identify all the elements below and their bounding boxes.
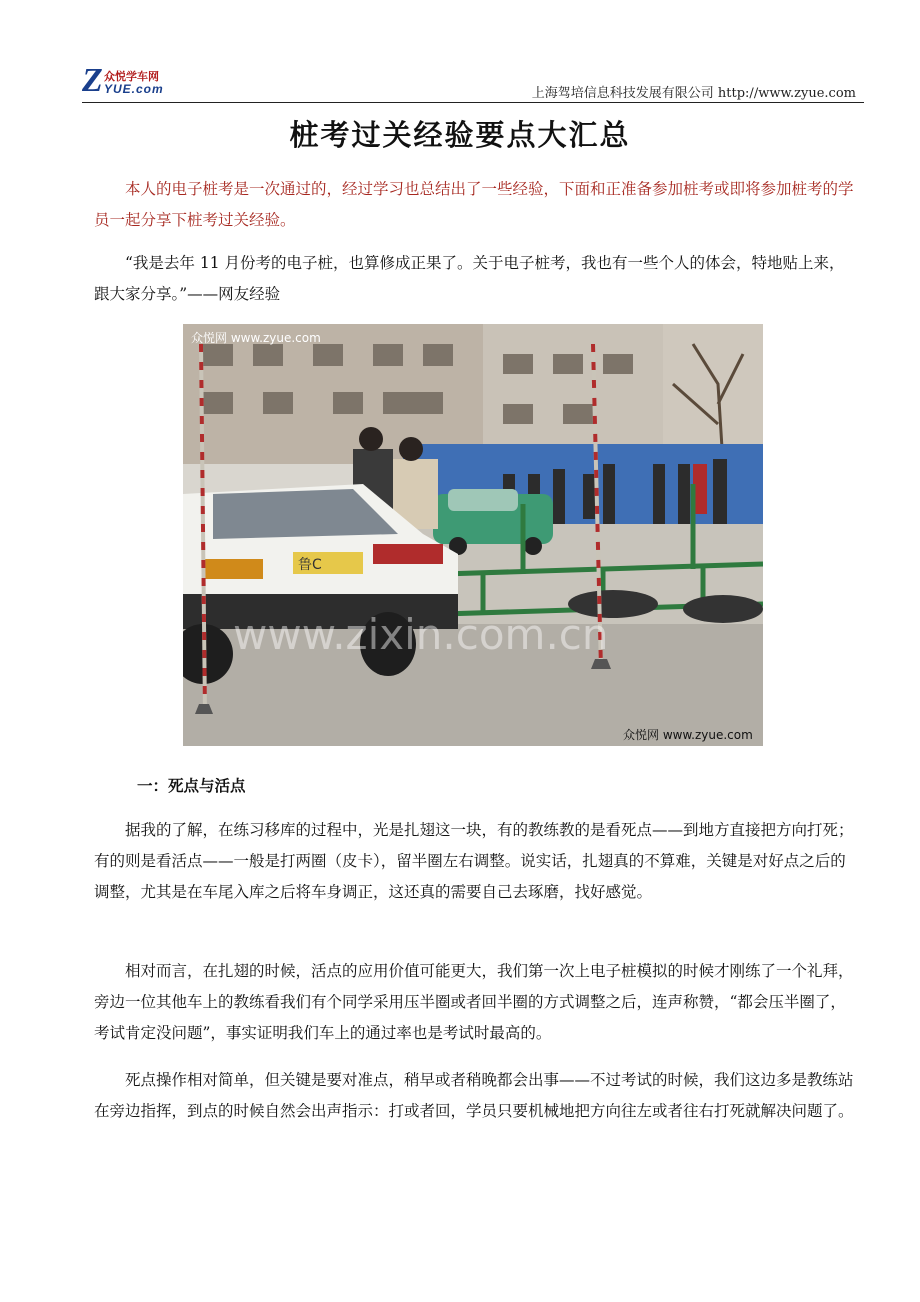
page-header <box>82 62 864 103</box>
site-logo[interactable] <box>82 62 192 100</box>
body-paragraph-1: 据我的了解，在练习移库的过程中，光是扎翅这一块，有的教练教的是看死点——到地方直接把方向打死；有的则是看活点——一般是打两圈（皮卡），留半圈左右调整。说实话，扎翅真的不算难，关键是对好点之后的调整，尤其是在车尾入库之后将车身调正，这还真的需要自己去琢磨，找好感觉。 <box>94 821 854 901</box>
section-heading: 一：死点与活点 <box>137 777 246 795</box>
photo-watermark-top: 众悦网 www.zyue.com <box>191 331 321 345</box>
license-plate: 鲁C <box>298 557 322 573</box>
body-paragraph-2: 相对而言，在扎翅的时候，活点的应用价值可能更大，我们第一次上电子桩模拟的时候才刚练了一个礼拜，旁边一位其他车上的教练看我们有个同学采用压半圈或者回半圈的方式调整之后，连声称赞，“都会压半圈了，考试肯定没问题”，事实证明我们车上的通过率也是考试时最高的。 <box>94 962 854 1042</box>
logo-domain: YUE.com <box>104 82 164 96</box>
logo-letter: Z <box>82 62 103 99</box>
body-paragraph-3: 死点操作相对简单，但关键是要对准点，稍早或者稍晚都会出事——不过考试的时候，我们这边多是教练站在旁边指挥，到点的时候自然会出声指示：打或者回，学员只要机械地把方向往左或者往右打死就解决问题了。 <box>94 1071 854 1120</box>
photo-watermark-center: www.zixin.com.cn <box>233 610 609 659</box>
driving-test-photo <box>183 324 763 746</box>
logo-chinese-name: 众悦学车网 <box>104 70 159 83</box>
quote-paragraph: “我是去年 11 月份考的电子桩，也算修成正果了。关于电子桩考，我也有一些个人的体会，特地贴上来，跟大家分享。”——网友经验 <box>94 254 845 303</box>
company-name-url: 上海驾培信息科技发展有限公司 http://www.zyue.com <box>531 86 856 101</box>
intro-paragraph: 本人的电子桩考是一次通过的，经过学习也总结出了一些经验，下面和正准备参加桩考或即将参加桩考的学员一起分享下桩考过关经验。 <box>94 180 854 229</box>
photo-watermark-bottom: 众悦网 www.zyue.com <box>623 728 753 742</box>
page-title: 桩考过关经验要点大汇总 <box>289 118 631 152</box>
